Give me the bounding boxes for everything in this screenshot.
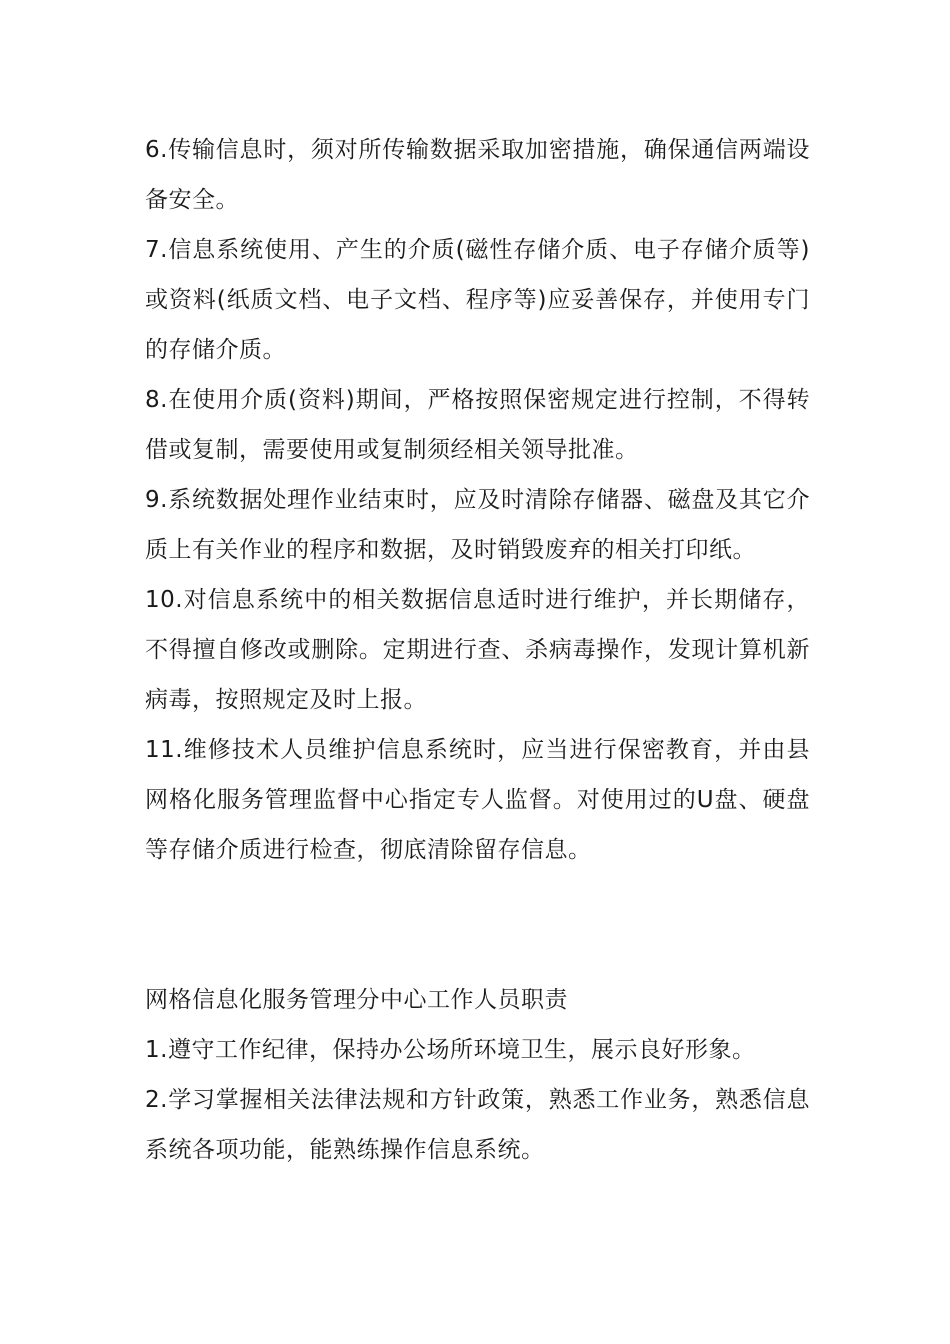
rule-item-8: 8.在使用介质(资料)期间，严格按照保密规定进行控制，不得转借或复制，需要使用或复制须经相关领导批准。 bbox=[145, 387, 810, 463]
duty-item-2: 2.学习掌握相关法律法规和方针政策，熟悉工作业务，熟悉信息系统各项功能，能熟练操作信息系统。 bbox=[145, 1087, 810, 1163]
section-gap bbox=[145, 875, 810, 975]
rule-item-7: 7.信息系统使用、产生的介质(磁性存储介质、电子存储介质等)或资料(纸质文档、电子文档、程序等)应妥善保存，并使用专门的存储介质。 bbox=[145, 237, 810, 363]
section-title: 网格信息化服务管理分中心工作人员职责 bbox=[145, 987, 568, 1013]
rule-item-10: 10.对信息系统中的相关数据信息适时进行维护，并长期储存，不得擅自修改或删除。定期进行查、杀病毒操作，发现计算机新病毒，按照规定及时上报。 bbox=[145, 587, 810, 713]
duty-item-1: 1.遵守工作纪律，保持办公场所环境卫生，展示良好形象。 bbox=[145, 1037, 756, 1063]
rule-item-6: 6.传输信息时，须对所传输数据采取加密措施，确保通信两端设备安全。 bbox=[145, 137, 810, 213]
rule-item-9: 9.系统数据处理作业结束时，应及时清除存储器、磁盘及其它介质上有关作业的程序和数据，及时销毁废弃的相关打印纸。 bbox=[145, 487, 810, 563]
rule-item-11: 11.维修技术人员维护信息系统时，应当进行保密教育，并由县网格化服务管理监督中心指定专人监督。对使用过的U盘、硬盘等存储介质进行检查，彻底清除留存信息。 bbox=[145, 737, 810, 863]
document-body bbox=[145, 125, 810, 1175]
